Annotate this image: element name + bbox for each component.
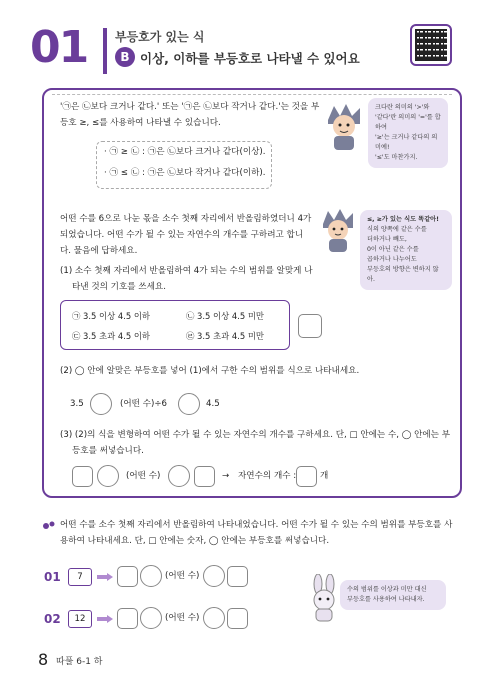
part1-line-1: (1) 소수 첫째 자리에서 반올림하여 4가 되는 수의 범위를 알맞게 나 bbox=[60, 266, 313, 276]
practice-number: 02 bbox=[44, 612, 61, 626]
practice-expression: (어떤 수) bbox=[165, 613, 200, 623]
practice-expression: (어떤 수) bbox=[165, 571, 200, 581]
header-divider bbox=[103, 28, 107, 74]
part2-right-value: 4.5 bbox=[206, 399, 220, 409]
part3-line-2: 등호를 써넣습니다. bbox=[72, 446, 144, 456]
pencil-icon bbox=[42, 520, 56, 532]
tip-bubble-3: 수의 범위를 이상과 미만 대신 부등호를 사용하여 나타내자. bbox=[340, 580, 446, 610]
options-box bbox=[60, 300, 290, 350]
given-value: 7 bbox=[68, 568, 92, 586]
lesson-subtitle: 이상, 이하를 부등호로 나타낼 수 있어요 bbox=[140, 51, 360, 66]
question-line-3: 다. 물음에 답하세요. bbox=[60, 246, 138, 256]
part2-text: (2) ◯ 안에 알맞은 부등호를 넣어 (1)에서 구한 수의 범위를 식으로 나타내세요. bbox=[60, 366, 360, 376]
lesson-topic: 부등호가 있는 식 bbox=[115, 30, 205, 44]
character-boy-icon bbox=[322, 102, 366, 152]
answer-square[interactable] bbox=[117, 608, 138, 629]
character-boy-icon bbox=[318, 206, 358, 254]
qr-code-icon[interactable] bbox=[410, 24, 452, 66]
answer-square[interactable] bbox=[72, 466, 93, 487]
question-line-2: 되었습니다. 어떤 수가 될 수 있는 자연수의 개수를 구하려고 합니 bbox=[60, 230, 304, 240]
practice-number: 01 bbox=[44, 570, 61, 584]
lesson-number: 01 bbox=[30, 22, 88, 73]
intro-line-2: 등호 ≥, ≤를 사용하여 나타낼 수 있습니다. bbox=[60, 118, 221, 128]
inequality-le: · ㉠ ≤ ㉡ : ㉠은 ㉡보다 작거나 같다(이하). bbox=[104, 168, 266, 178]
part2-expression: (어떤 수)÷6 bbox=[120, 399, 168, 409]
option-a: ㉠ 3.5 이상 4.5 이하 bbox=[72, 311, 151, 321]
tip-bubble-2: ≤, ≥가 있는 식도 똑같아! 식의 양쪽에 같은 수를 더하거나 빼도, 0이 아닌 같은 수를 곱하거나 나누어도 부등호의 방향은 변하지 않아. bbox=[360, 210, 452, 290]
practice-line-1: 어떤 수를 소수 첫째 자리에서 반올림하여 나타내었습니다. 어떤 수가 될 수 있는 수의 범위를 부등호를 사 bbox=[60, 520, 453, 530]
inequality-circle[interactable] bbox=[97, 465, 119, 487]
option-c: ㉢ 3.5 초과 4.5 이하 bbox=[72, 331, 151, 341]
divider bbox=[52, 94, 452, 95]
inequality-circle[interactable] bbox=[178, 393, 200, 415]
question-line-1: 어떤 수를 6으로 나눈 몫을 소수 첫째 자리에서 반올림하였더니 4가 bbox=[60, 214, 312, 224]
part3-expression: (어떤 수) bbox=[126, 471, 161, 481]
arrow-right-icon bbox=[97, 573, 113, 581]
inequality-circle[interactable] bbox=[203, 565, 225, 587]
arrow-symbol: → bbox=[222, 471, 230, 481]
inequality-circle[interactable] bbox=[203, 607, 225, 629]
inequality-circle[interactable] bbox=[90, 393, 112, 415]
arrow-right-icon bbox=[97, 615, 113, 623]
inequality-circle[interactable] bbox=[168, 465, 190, 487]
tip-bubble-1: 크다란 의미의 '>'와 '같다'란 의미의 '='를 합하여 '≥'는 크거나 같다의 의미예! '≤'도 마찬가지. bbox=[368, 98, 448, 168]
given-value: 12 bbox=[68, 610, 92, 628]
inequality-circle[interactable] bbox=[140, 565, 162, 587]
part3-line-1: (3) (2)의 식을 변형하여 어떤 수가 될 수 있는 자연수의 개수를 구하세요. 단, □ 안에는 수, ◯ 안에는 부 bbox=[60, 430, 451, 440]
answer-square[interactable] bbox=[227, 566, 248, 587]
answer-square[interactable] bbox=[117, 566, 138, 587]
practice-line-2: 용하여 나타내세요. 단, □ 안에는 숫자, ◯ 안에는 부등호를 써넣습니다. bbox=[60, 536, 330, 546]
inequality-circle[interactable] bbox=[140, 607, 162, 629]
section-badge: B bbox=[115, 47, 135, 67]
answer-box-part1[interactable] bbox=[298, 314, 322, 338]
page-number: 8 bbox=[38, 650, 49, 669]
inequality-ge: · ㉠ ≥ ㉡ : ㉠은 ㉡보다 크거나 같다(이상). bbox=[104, 147, 266, 157]
intro-line-1: '㉠은 ㉡보다 크거나 같다.' 또는 '㉠은 ㉡보다 작거나 같다.'는 것을 부 bbox=[60, 102, 320, 112]
answer-square[interactable] bbox=[227, 608, 248, 629]
count-label: 자연수의 개수 : bbox=[238, 471, 297, 481]
part1-line-2: 타낸 것의 기호를 쓰세요. bbox=[72, 282, 166, 292]
count-unit: 개 bbox=[320, 471, 329, 481]
book-title: 따풀 6-1 하 bbox=[56, 657, 103, 667]
option-d: ㉣ 3.5 초과 4.5 미만 bbox=[186, 331, 265, 341]
answer-square[interactable] bbox=[194, 466, 215, 487]
option-b: ㉡ 3.5 이상 4.5 미만 bbox=[186, 311, 265, 321]
character-rabbit-icon bbox=[304, 574, 344, 624]
count-answer-box[interactable] bbox=[296, 466, 317, 487]
part2-left-value: 3.5 bbox=[70, 399, 84, 409]
